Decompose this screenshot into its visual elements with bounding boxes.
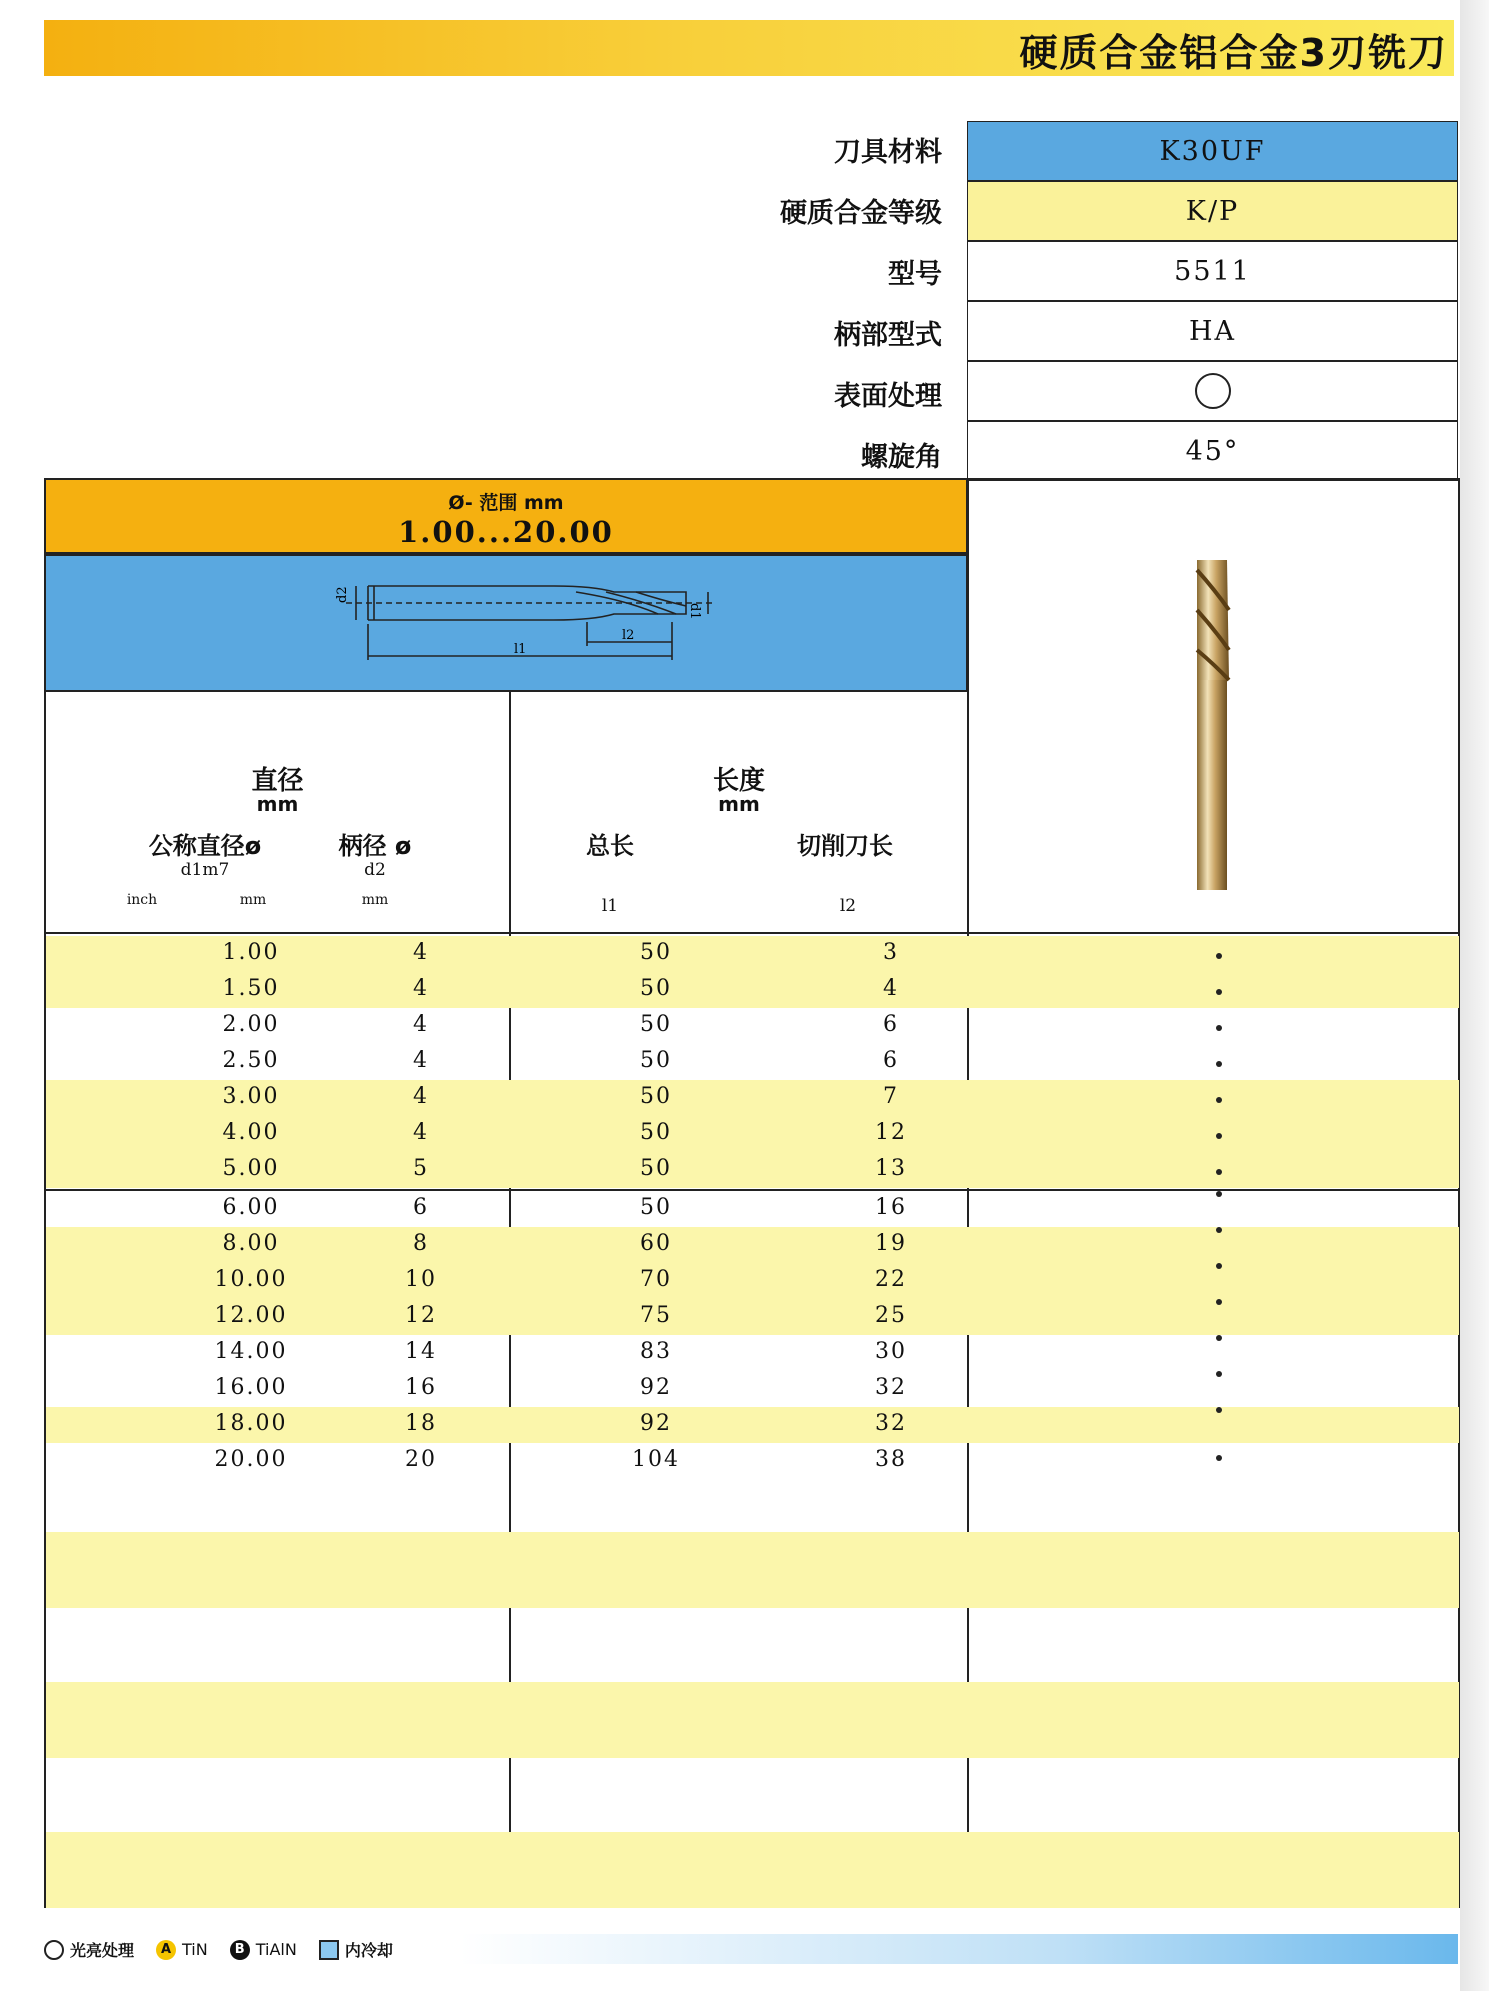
cutting-length-cell: 19 (875, 1231, 907, 1256)
table-row (46, 1407, 1459, 1443)
table-row (46, 1299, 1459, 1335)
total-length-cell: 92 (640, 1375, 672, 1400)
nominal-diameter-cell: 16.00 (214, 1375, 288, 1400)
availability-dot (1216, 1025, 1222, 1031)
total-length-header: 总长 (586, 832, 634, 860)
cutting-length-cell: 3 (883, 940, 899, 965)
legend-label: 光亮处理 (70, 1941, 135, 1960)
l2-label: l2 (622, 628, 635, 643)
legend-label: 内冷却 (344, 1941, 393, 1960)
unit-mm-shank: mm (361, 892, 389, 908)
legend-label: TiAlN (255, 1940, 297, 1959)
total-length-cell: 50 (640, 1048, 672, 1073)
title-banner (44, 20, 1454, 76)
availability-dot (1216, 1371, 1222, 1377)
legend-item-cooling (319, 1938, 393, 1961)
shank-diameter-cell: 4 (413, 1120, 429, 1145)
availability-dot (1216, 1061, 1222, 1067)
cutting-length-header: 切削刀长 (797, 832, 893, 860)
unit-mm: mm (239, 892, 267, 908)
table-row (46, 1263, 1459, 1299)
empty-row-stripe (46, 1832, 1459, 1908)
nominal-diameter-cell: 5.00 (222, 1156, 280, 1181)
availability-dot (1216, 1299, 1222, 1305)
nominal-diameter-cell: 2.00 (222, 1012, 280, 1037)
spec-value-shank-type: HA (967, 301, 1458, 361)
cutting-length-cell: 6 (883, 1048, 899, 1073)
total-length-cell: 92 (640, 1411, 672, 1436)
shank-diameter-cell: 4 (413, 1048, 429, 1073)
nominal-diameter-cell: 20.00 (214, 1447, 288, 1472)
cutting-length-cell: 6 (883, 1012, 899, 1037)
tin-coating-icon: A (156, 1940, 176, 1960)
d2-label: d2 (335, 586, 350, 603)
page-title: 硬质合金铝合金3刃铣刀 (1019, 31, 1448, 75)
nominal-diameter-cell: 3.00 (222, 1084, 280, 1109)
spec-value-grade: K/P (967, 181, 1458, 241)
total-length-cell: 75 (640, 1303, 672, 1328)
cutting-length-cell: 7 (883, 1084, 899, 1109)
cutting-length-cell: 12 (875, 1120, 907, 1145)
shank-diameter-cell: 10 (405, 1267, 437, 1292)
shank-diameter-cell: 5 (413, 1156, 429, 1181)
end-mill-drawing (46, 556, 966, 690)
availability-dot (1216, 1169, 1222, 1175)
cutting-length-cell: 22 (875, 1267, 907, 1292)
shank-diameter-header: 柄径 ø (338, 832, 412, 860)
total-length-cell: 50 (640, 976, 672, 1001)
nominal-diameter-cell: 4.00 (222, 1120, 280, 1145)
shank-diameter-cell: 6 (413, 1195, 429, 1220)
nominal-diameter-cell: 8.00 (222, 1231, 280, 1256)
shank-diameter-cell: 16 (405, 1375, 437, 1400)
availability-dot (1216, 1227, 1222, 1233)
spec-label-model: 型号 (888, 259, 942, 290)
spec-value-surface (967, 361, 1458, 421)
legend-item-tialn (230, 1940, 297, 1960)
table-row (46, 1044, 1459, 1080)
l1-label: l1 (514, 642, 527, 657)
spec-label-helix: 螺旋角 (861, 442, 942, 473)
shank-diameter-cell: 14 (405, 1339, 437, 1364)
availability-dot (1216, 1455, 1222, 1461)
tool-dimension-diagram (44, 554, 968, 692)
d1-label: d1 (687, 603, 702, 620)
sub-l2: l2 (839, 896, 857, 916)
total-length-cell: 50 (640, 1156, 672, 1181)
diameter-range-box (44, 478, 968, 554)
shank-diameter-cell: 20 (405, 1447, 437, 1472)
sub-l1: l1 (601, 896, 619, 916)
nominal-diameter-cell: 14.00 (214, 1339, 288, 1364)
total-length-cell: 50 (640, 940, 672, 965)
diameter-unit: mm (256, 792, 299, 816)
nominal-diameter-cell: 1.00 (222, 940, 280, 965)
legend-item-bright (44, 1938, 134, 1961)
table-row (46, 1227, 1459, 1263)
cutting-length-cell: 16 (875, 1195, 907, 1220)
hollow-circle-icon (44, 1940, 64, 1960)
total-length-cell: 83 (640, 1339, 672, 1364)
availability-dot (1216, 953, 1222, 959)
table-row (46, 1191, 1459, 1227)
shank-diameter-cell: 18 (405, 1411, 437, 1436)
table-row (46, 1080, 1459, 1116)
spec-value-model: 5511 (967, 241, 1458, 301)
internal-cooling-icon (319, 1940, 339, 1960)
legend-label: TiN (182, 1940, 208, 1959)
shank-diameter-cell: 4 (413, 1012, 429, 1037)
unit-inch: inch (126, 892, 158, 908)
nominal-diameter-header: 公称直径ø (148, 832, 262, 860)
legend (44, 1938, 415, 1961)
cutting-length-cell: 30 (875, 1339, 907, 1364)
availability-dot (1216, 1133, 1222, 1139)
nominal-diameter-cell: 2.50 (222, 1048, 280, 1073)
shank-diameter-cell: 4 (413, 1084, 429, 1109)
total-length-cell: 50 (640, 1012, 672, 1037)
end-mill-photo (1175, 550, 1245, 896)
table-row (46, 936, 1459, 972)
shank-diameter-cell: 12 (405, 1303, 437, 1328)
spec-value-helix: 45° (967, 421, 1458, 481)
cutting-length-cell: 13 (875, 1156, 907, 1181)
spec-label-shank-type: 柄部型式 (834, 320, 942, 351)
tialn-coating-icon: B (230, 1940, 250, 1960)
divider-header-body (44, 932, 1460, 934)
cutting-length-cell: 38 (875, 1447, 907, 1472)
page-edge-shadow (1460, 0, 1489, 1991)
length-unit: mm (718, 792, 760, 816)
nominal-diameter-cell: 1.50 (222, 976, 280, 1001)
table-row (46, 972, 1459, 1008)
cutting-length-cell: 25 (875, 1303, 907, 1328)
total-length-cell: 70 (640, 1267, 672, 1292)
shank-diameter-cell: 4 (413, 976, 429, 1001)
legend-bar (460, 1934, 1458, 1964)
table-row (46, 1443, 1459, 1479)
total-length-cell: 50 (640, 1120, 672, 1145)
nominal-diameter-sub: d1m7 (180, 860, 230, 880)
cutting-length-cell: 4 (883, 976, 899, 1001)
availability-dot (1216, 1263, 1222, 1269)
range-label: Ø- 范围 mm (448, 492, 564, 514)
length-group-header: 长度 (712, 766, 765, 796)
legend-item-tin (156, 1940, 208, 1960)
availability-dot (1216, 1191, 1222, 1197)
shank-diameter-cell: 4 (413, 940, 429, 965)
availability-dot (1216, 1097, 1222, 1103)
availability-dot (1216, 1407, 1222, 1413)
empty-row-stripe (46, 1532, 1459, 1608)
nominal-diameter-cell: 6.00 (222, 1195, 280, 1220)
spec-value-material: K30UF (967, 121, 1458, 181)
total-length-cell: 104 (632, 1447, 680, 1472)
nominal-diameter-cell: 12.00 (214, 1303, 288, 1328)
availability-dot (1216, 1335, 1222, 1341)
nominal-diameter-cell: 18.00 (214, 1411, 288, 1436)
cutting-length-cell: 32 (875, 1375, 907, 1400)
total-length-cell: 50 (640, 1195, 672, 1220)
empty-row-stripe (46, 1682, 1459, 1758)
total-length-cell: 60 (640, 1231, 672, 1256)
spec-label-grade: 硬质合金等级 (780, 198, 942, 229)
shank-diameter-sub: d2 (364, 860, 386, 880)
hollow-circle-icon (1195, 373, 1231, 409)
range-value: 1.00...20.00 (398, 515, 614, 549)
spec-label-surface: 表面处理 (834, 381, 942, 412)
spec-label-material: 刀具材料 (834, 137, 942, 168)
table-row (46, 1008, 1459, 1044)
table-row (46, 1116, 1459, 1152)
table-row (46, 1371, 1459, 1407)
availability-dot (1216, 989, 1222, 995)
shank-diameter-cell: 8 (413, 1231, 429, 1256)
nominal-diameter-cell: 10.00 (214, 1267, 288, 1292)
diameter-group-header: 直径 (251, 766, 304, 796)
total-length-cell: 50 (640, 1084, 672, 1109)
table-row (46, 1335, 1459, 1371)
cutting-length-cell: 32 (875, 1411, 907, 1436)
table-row (46, 1152, 1459, 1188)
